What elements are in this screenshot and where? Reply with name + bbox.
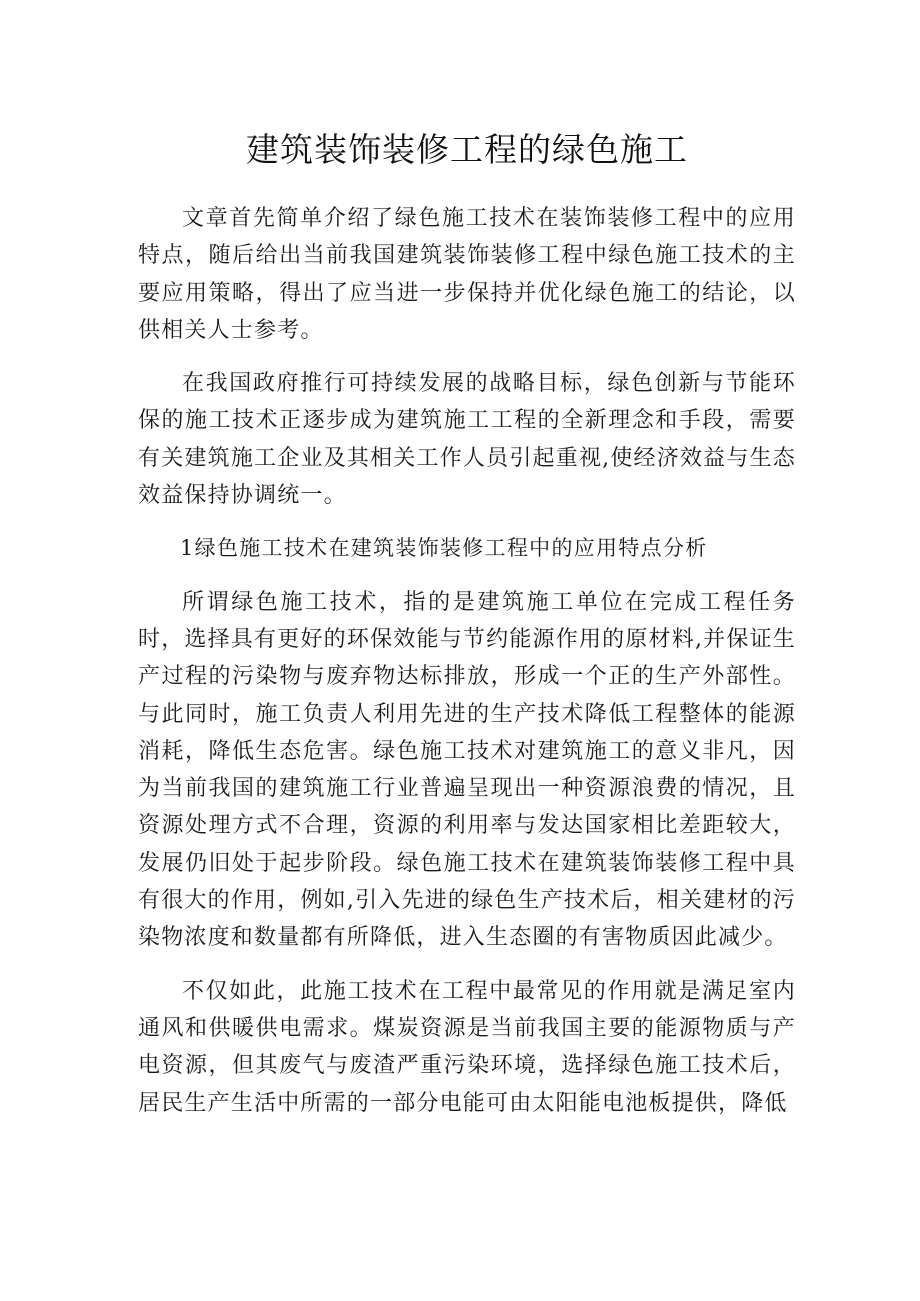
intro-paragraph: 在我国政府推行可持续发展的战略目标，绿色创新与节能环保的施工技术正逐步成为建筑施工工程的全新理念和手段，需要有关建筑施工企业及其相关工作人员引起重视,使经济效益与生态效益保持协调统一。 <box>138 371 796 509</box>
section-paragraph-1: 所谓绿色施工技术，指的是建筑施工单位在完成工程任务时，选择具有更好的环保效能与节约能源作用的原材料,并保证生产过程的污染物与废弃物达标排放，形成一个正的生产外部性。与此同时，施工负责人利用先进的生产技术降低工程整体的能源消耗，降低生态危害。绿色施工技术对建筑施工的意义非凡，因为当前我国的建筑施工行业普遍呈现出一种资源浪费的情况，且资源处理方式不合理，资源的利用率与发达国家相比差距较大，发展仍旧处于起步阶段。绿色施工技术在建筑装饰装修工程中具有很大的作用，例如,引入先进的绿色生产技术后，相关建材的污染物浓度和数量都有所降低，进入生态圈的有害物质因此减少。 <box>138 589 796 951</box>
abstract-paragraph: 文章首先简单介绍了绿色施工技术在装饰装修工程中的应用特点，随后给出当前我国建筑装饰装修工程中绿色施工技术的主要应用策略，得出了应当进一步保持并优化绿色施工的结论，以供相关人士参考。 <box>138 206 796 343</box>
section-heading: 1绿色施工技术在建筑装饰装修工程中的应用特点分析 <box>180 536 708 561</box>
document-title: 建筑装饰装修工程的绿色施工 <box>246 130 688 169</box>
section-paragraph-2: 不仅如此，此施工技术在工程中最常见的作用就是满足室内通风和供暖供电需求。煤炭资源是当前我国主要的能源物质与产电资源，但其废气与废渣严重污染环境，选择绿色施工技术后，居民生产生活中所需的一部分电能可由太阳能电池板提供，降低 <box>138 978 796 1116</box>
